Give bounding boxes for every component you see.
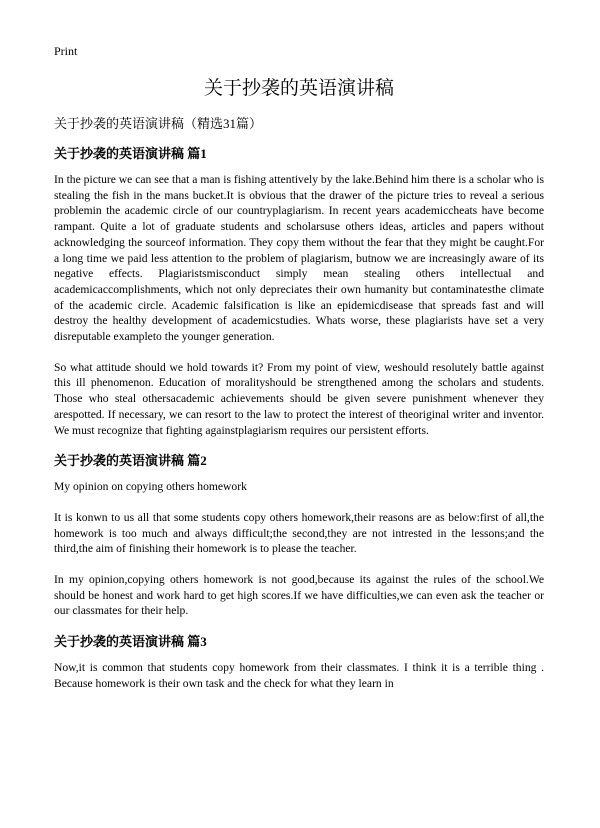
paragraph: It is konwn to us all that some students copy others homework,their reasons are as below:first of all,the homework is too much and always difficult;the second,they are not intrested in the lessons;and the third,the aim of finishing their homework is to please the teacher. [54,510,544,556]
paragraph: In my opinion,copying others homework is not good,because its against the rules of the school.We should be honest and work hard to get high scores.If we have difficulties,we can even ask the teacher or our classmates for their help. [54,573,544,618]
section-3 [54,634,544,691]
document-title: 关于抄袭的英语演讲稿 [203,78,394,99]
paragraph: Now,it is common that students copy homework from their classmates. I think it is a terrible thing . Because homework is their own task and the check for what they learn in [54,661,544,690]
document-subtitle: 关于抄袭的英语演讲稿（精选31篇） [54,116,263,131]
paragraph: My opinion on copying others homework [54,480,247,494]
section-heading: 关于抄袭的英语演讲稿 篇1 [54,146,207,161]
section-heading: 关于抄袭的英语演讲稿 篇2 [54,453,207,469]
section-2 [54,453,544,619]
section-heading: 关于抄袭的英语演讲稿 篇3 [54,634,207,650]
print-label: Print [54,44,78,58]
section-1 [54,146,544,438]
paragraph: So what attitude should we hold towards it? From my point of view, weshould resolutely battle against this ill phenomenon. Education of moralityshould be strengthened among the scholars and students. Those who steal othersacademic achievements should be given severe punishment whenever they arespotted. If necessary, we can resort to the law to protect the interest of theoriginal writer and inventor. We must recognize that fighting againstplagiarism requires our persistent efforts. [54,360,544,437]
paragraph: In the picture we can see that a man is fishing attentively by the lake.Behind him there is a scholar who is stealing the fish in the mans bucket.It is obvious that the drawer of the picture tries to reveal a serious problemin the academic circle of our countryplagiarism. In recent years academiccheats have become rampant. Quite a lot of graduate students and scholarsuse others ideas, articles and papers without acknowledging the sourceof information. They copy them without the fear that they might be caught.For a long time we paid less attention to the problem of plagiarism, butnow we are increasingly aware of its negative effects. Plagiaristsmisconduct simply mean stealing others intellectual and academicaccomplishments, which not only depreciates their own humanity but contaminatesthe climate of the academic circle. Academic falsification is like an epidemicdisease that spreads fast and will destroy the healthy development of academicstudies. Whats worse, these plagiarists have set a very disreputable exampleto the younger generation. [54,173,544,344]
